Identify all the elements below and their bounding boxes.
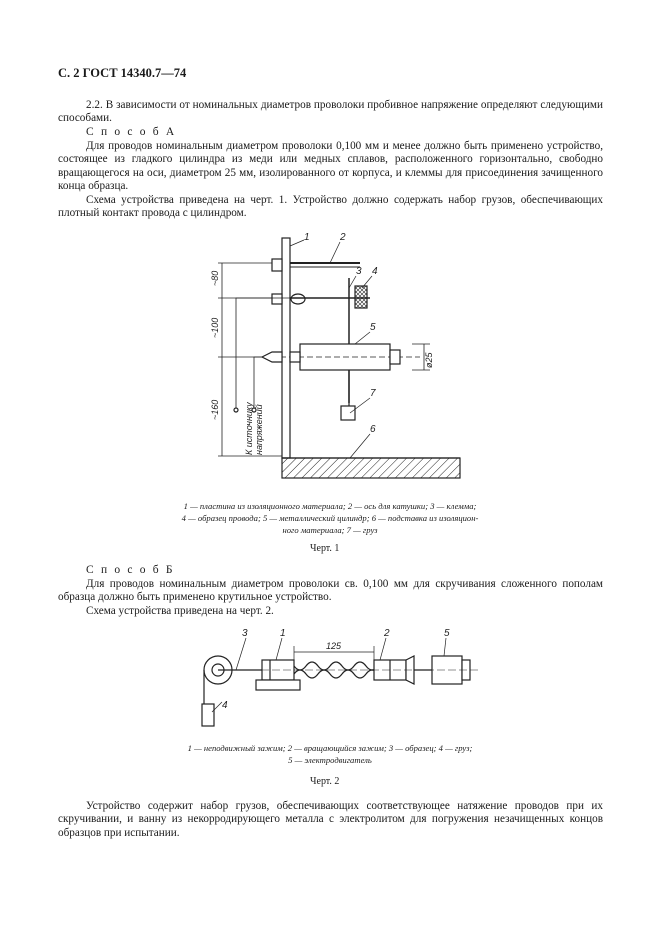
dim-d25: ø25 [424, 352, 434, 368]
figure-1-legend: 1 — пластина из изоляционного материала; 2 — ось для катушки; 3 — клемма; 4 — образец провода; 5 — металлический цилиндр; 6 — подставка из изоляцион- ного материала; 7 — груз [181, 501, 479, 535]
weight-2 [202, 704, 214, 726]
fig2-label-4: 4 [222, 700, 228, 711]
method-a-title: С п о с о б А [86, 126, 177, 138]
insulating-plate [282, 238, 290, 458]
fig1-label-4: 4 [372, 266, 378, 277]
paragraph-2-2: 2.2. В зависимости от номинальных диаметров проволоки пробивное напряжение определяют следующими способами. [58, 99, 603, 125]
final-paragraph: Устройство содержит набор грузов, обеспечивающих соответствующее натяжение проводов при их скручивании, и ванну из некорродирующего металла с электролитом для погружения незачищенных концов образцов при испытании. [58, 800, 603, 839]
weight [341, 406, 355, 420]
source-text-1: К источнику [244, 402, 254, 455]
electric-motor [432, 656, 462, 684]
fig2-label-5: 5 [444, 628, 450, 639]
dim-160: ~160 [210, 399, 220, 420]
fig1-label-7: 7 [370, 388, 376, 399]
dim-100: ~100 [210, 317, 220, 338]
source-text-2: напряжений [254, 404, 264, 455]
method-b-paragraph-2: Схема устройства приведена на черт. 2. [86, 605, 274, 617]
wire-sample-block [355, 286, 367, 308]
fig1-label-6: 6 [370, 424, 376, 435]
fig2-label-1: 1 [280, 628, 286, 639]
fig2-label-2: 2 [384, 628, 390, 639]
insulating-base [282, 458, 460, 478]
method-b-title: С п о с о б Б [86, 564, 175, 576]
page-header: С. 2 ГОСТ 14340.7—74 [58, 66, 187, 80]
figure-2-diagram [0, 622, 661, 732]
fig1-label-2: 2 [340, 232, 346, 243]
fig1-label-3: 3 [356, 266, 362, 277]
dim-80: ~80 [210, 270, 220, 286]
fig2-label-3: 3 [242, 628, 248, 639]
dim-125: 125 [326, 641, 342, 651]
fig1-label-5: 5 [370, 322, 376, 333]
figure-2-legend: 1 — неподвижный зажим; 2 — вращающийся зажим; 3 — образец; 4 — груз; 5 — электродвигатель [187, 743, 473, 765]
method-a-paragraph-2: Схема устройства приведена на черт. 1. Устройство должно содержать набор грузов, обеспечивающих плотный контакт провода с цилиндром. [58, 194, 603, 220]
figure-1-caption: Черт. 1 [310, 543, 340, 554]
method-a-paragraph-1: Для проводов номинальным диаметром проволоки 0,100 мм и менее должно быть применено устройство, состоящее из гладкого цилиндра из меди или медных сплавов, расположенного горизонтально, свободно вращающегося на оси, диаметром 25 мм, изолированного от корпуса, и клеммы для присоединения зачищенного конца образца. [58, 140, 603, 193]
figure-1-diagram [0, 228, 661, 488]
fig1-label-1: 1 [304, 232, 310, 243]
method-b-paragraph-1: Для проводов номинальным диаметром проволоки св. 0,100 мм для скручивания сложенного пополам образца должно быть применено крутильное устройство. [58, 578, 603, 604]
figure-2-caption: Черт. 2 [310, 776, 340, 787]
